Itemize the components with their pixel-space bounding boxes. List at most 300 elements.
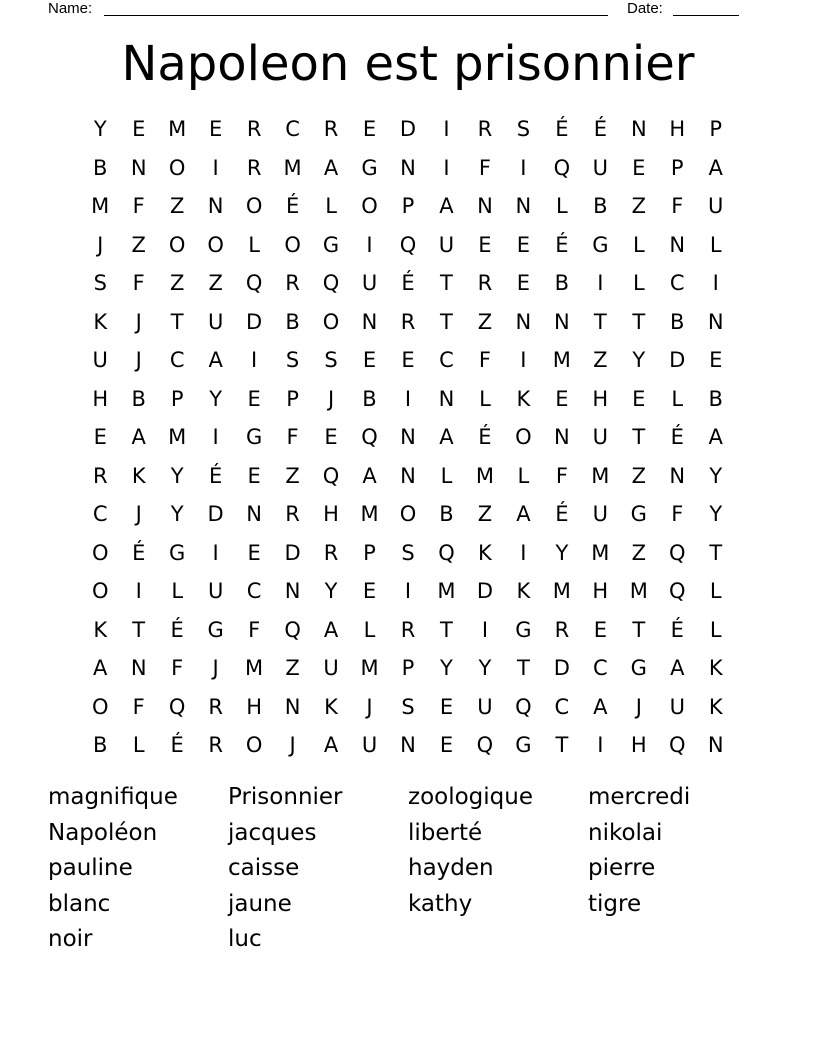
grid-cell: É — [170, 617, 184, 642]
grid-cell: R — [285, 271, 300, 295]
grid-cell: R — [208, 694, 223, 719]
grid-cell: O — [399, 502, 417, 526]
grid-cell: G — [322, 232, 340, 257]
grid-cell: M — [283, 155, 302, 180]
grid-cell: E — [516, 232, 531, 257]
grid-cell: T — [593, 309, 607, 334]
grid-cell: A — [323, 733, 339, 757]
grid-cell: E — [247, 540, 261, 565]
grid-cell: U — [708, 194, 724, 218]
grid-cell: S — [401, 694, 415, 719]
grid-cell: Y — [709, 502, 723, 526]
grid-cell: D — [553, 656, 570, 680]
grid-cell: G — [207, 617, 224, 642]
grid-cell: É — [670, 617, 684, 642]
grid-cell: M — [591, 540, 610, 565]
grid-cell: K — [131, 463, 146, 488]
grid-cell: I — [212, 540, 219, 565]
grid-cell: C — [554, 694, 570, 719]
grid-cell: M — [629, 579, 648, 603]
grid-cell: Q — [284, 617, 301, 642]
grid-cell: N — [554, 425, 570, 449]
grid-cell: G — [592, 232, 609, 257]
grid-cell: Y — [324, 579, 338, 603]
grid-cell: K — [478, 540, 492, 565]
grid-cell: I — [366, 232, 373, 257]
grid-cell: A — [670, 656, 685, 680]
grid-cell: F — [171, 656, 184, 680]
grid-cell: E — [132, 117, 146, 141]
grid-cell: J — [135, 309, 142, 334]
word-bank-item: jacques — [228, 819, 317, 846]
grid-cell: Z — [631, 540, 646, 565]
grid-cell: A — [439, 194, 454, 218]
grid-cell: S — [516, 117, 531, 141]
grid-cell: D — [246, 309, 263, 334]
grid-cell: Q — [322, 271, 340, 295]
grid-cell: Z — [477, 502, 493, 526]
grid-row — [81, 495, 735, 534]
grid-cell: C — [439, 348, 454, 372]
grid-cell: D — [207, 502, 224, 526]
grid-cell: E — [555, 386, 569, 411]
grid-cell: Q — [553, 155, 571, 180]
grid-cell: Q — [669, 540, 686, 565]
grid-cell: N — [669, 463, 686, 488]
grid-cell: U — [592, 502, 609, 526]
word-bank-item: pierre — [588, 855, 656, 881]
grid-cell: É — [593, 117, 607, 141]
grid-cell: U — [592, 155, 609, 180]
grid-row — [81, 264, 735, 303]
grid-cell: A — [708, 425, 723, 449]
grid-cell: E — [247, 463, 261, 488]
grid-cell: R — [246, 155, 262, 180]
grid-cell: B — [439, 502, 454, 526]
grid-cell: C — [246, 579, 262, 603]
grid-cell: A — [516, 502, 531, 526]
grid-row — [81, 649, 735, 688]
word-bank-item: luc — [228, 926, 262, 952]
word-bank-item: kathy — [408, 890, 473, 917]
grid-cell: K — [324, 694, 338, 719]
grid-cell: N — [707, 309, 724, 334]
grid-cell: B — [593, 194, 608, 218]
grid-cell: I — [443, 117, 450, 141]
grid-cell: Q — [476, 733, 494, 757]
grid-cell: U — [92, 348, 108, 372]
grid-row — [81, 380, 735, 419]
grid-cell: Z — [593, 348, 608, 372]
grid-cell: K — [708, 656, 723, 680]
grid-cell: É — [670, 425, 684, 449]
grid-cell: Q — [361, 425, 378, 449]
grid-cell: G — [630, 502, 647, 526]
grid-cell: L — [171, 579, 184, 603]
grid-cell: I — [481, 617, 489, 642]
grid-cell: G — [515, 733, 532, 757]
grid-cell: O — [322, 309, 340, 334]
word-bank-item: jaune — [228, 890, 292, 917]
grid-cell: S — [93, 271, 107, 295]
grid-cell: E — [209, 117, 223, 141]
word-bank-item: pauline — [48, 855, 133, 881]
name-line[interactable] — [104, 15, 608, 16]
grid-cell: B — [554, 271, 570, 295]
grid-cell: T — [632, 309, 646, 334]
grid-cell: F — [555, 463, 568, 488]
grid-cell: J — [97, 232, 104, 257]
grid-cell: I — [212, 155, 219, 180]
grid-cell: Y — [555, 540, 569, 565]
grid-cell: M — [168, 425, 187, 449]
grid-cell: R — [323, 117, 339, 141]
grid-cell: É — [285, 194, 300, 218]
grid-cell: U — [207, 579, 224, 603]
grid-cell: O — [361, 194, 378, 218]
grid-cell: M — [168, 117, 187, 141]
date-line[interactable] — [673, 15, 739, 16]
grid-cell: M — [552, 579, 571, 603]
grid-cell: E — [632, 386, 646, 411]
grid-cell: P — [401, 656, 415, 680]
grid-cell: D — [399, 117, 417, 141]
grid-cell: N — [130, 656, 147, 680]
grid-cell: Z — [208, 271, 223, 295]
grid-cell: N — [246, 502, 262, 526]
grid-cell: O — [168, 232, 186, 257]
grid-cell: Y — [440, 656, 453, 680]
grid-cell: N — [707, 733, 724, 757]
word-bank-item: magnifique — [48, 784, 178, 810]
grid-cell: J — [366, 694, 373, 719]
word-bank-item: Napoléon — [48, 819, 158, 846]
word-bank-item: zoologique — [408, 784, 533, 810]
word-bank-item: Prisonnier — [228, 784, 343, 810]
grid-cell: N — [130, 155, 147, 180]
word-bank-item: blanc — [48, 890, 111, 917]
grid-cell: T — [516, 656, 530, 680]
grid-cell: L — [363, 617, 376, 642]
grid-cell: L — [556, 194, 568, 218]
grid-cell: L — [248, 232, 260, 257]
grid-cell: Q — [438, 540, 455, 565]
grid-cell: É — [555, 117, 569, 141]
grid-cell: U — [477, 694, 493, 719]
grid-cell: Q — [322, 463, 340, 488]
grid-cell: N — [515, 194, 532, 218]
grid-cell: T — [132, 617, 146, 642]
grid-cell: T — [555, 733, 569, 757]
grid-cell: N — [438, 386, 455, 411]
grid-cell: N — [477, 194, 493, 218]
grid-cell: Y — [170, 502, 184, 526]
grid-cell: B — [131, 386, 146, 411]
grid-cell: S — [324, 348, 338, 372]
grid-cell: C — [285, 117, 300, 141]
grid-cell: T — [632, 617, 646, 642]
grid-cell: O — [284, 232, 301, 257]
grid-row — [81, 187, 735, 226]
grid-cell: U — [323, 656, 339, 680]
grid-cell: Y — [93, 117, 107, 141]
grid-cell: Q — [245, 271, 263, 295]
grid-row — [81, 418, 735, 457]
grid-row — [81, 726, 735, 765]
grid-cell: M — [591, 463, 610, 488]
grid-cell: R — [400, 617, 416, 642]
grid-cell: K — [93, 309, 108, 334]
grid-cell: É — [478, 425, 492, 449]
grid-cell: F — [286, 425, 299, 449]
grid-cell: L — [632, 232, 645, 257]
grid-cell: D — [476, 579, 493, 603]
word-bank-item: liberté — [408, 819, 483, 846]
grid-cell: B — [708, 386, 723, 411]
grid-cell: É — [170, 733, 184, 757]
grid-cell: Q — [515, 694, 532, 719]
grid-cell: L — [479, 386, 491, 411]
grid-cell: H — [323, 502, 339, 526]
grid-cell: U — [592, 425, 609, 449]
grid-cell: N — [400, 155, 416, 180]
grid-cell: B — [93, 733, 108, 757]
grid-cell: P — [286, 386, 299, 411]
grid-cell: E — [516, 271, 531, 295]
grid-cell: A — [131, 425, 146, 449]
grid-cell: L — [517, 463, 530, 488]
grid-cell: M — [360, 502, 379, 526]
grid-cell: Z — [169, 194, 185, 218]
grid-cell: I — [520, 155, 527, 180]
grid-cell: E — [362, 348, 377, 372]
grid-cell: O — [91, 579, 109, 603]
grid-cell: M — [475, 463, 494, 488]
grid-cell: C — [669, 271, 685, 295]
grid-cell: I — [597, 733, 604, 757]
grid-cell: Q — [168, 694, 186, 719]
grid-cell: É — [555, 502, 569, 526]
grid-cell: P — [670, 155, 684, 180]
grid-cell: J — [135, 502, 142, 526]
grid-cell: R — [477, 271, 493, 295]
grid-cell: I — [251, 348, 258, 372]
grid-cell: F — [132, 271, 145, 295]
grid-cell: R — [400, 309, 416, 334]
grid-cell: U — [361, 733, 378, 757]
grid-cell: A — [362, 463, 377, 488]
grid-cell: J — [212, 656, 219, 680]
grid-cell: S — [285, 348, 300, 372]
grid-cell: N — [400, 733, 416, 757]
grid-cell: A — [593, 694, 608, 719]
grid-cell: K — [93, 617, 108, 642]
grid-row — [81, 303, 735, 342]
grid-cell: T — [632, 425, 646, 449]
grid-cell: E — [478, 232, 492, 257]
grid-cell: N — [284, 579, 301, 603]
grid-cell: Z — [631, 194, 646, 218]
grid-cell: Q — [669, 579, 686, 603]
grid-cell: N — [207, 194, 224, 218]
grid-cell: L — [440, 463, 453, 488]
word-bank-item: nikolai — [588, 819, 663, 846]
grid-cell: K — [516, 579, 531, 603]
grid-cell: A — [93, 656, 108, 680]
grid-cell: J — [635, 694, 642, 719]
grid-cell: I — [404, 386, 412, 411]
grid-cell: L — [132, 733, 145, 757]
grid-cell: G — [169, 540, 186, 565]
grid-cell: O — [91, 694, 109, 719]
word-bank-item: caisse — [228, 855, 300, 881]
grid-cell: Z — [285, 463, 300, 488]
grid-cell: É — [209, 463, 223, 488]
grid-cell: N — [630, 117, 647, 141]
grid-cell: A — [208, 348, 223, 372]
grid-cell: R — [285, 502, 300, 526]
grid-cell: Z — [131, 232, 146, 257]
grid-cell: Y — [709, 463, 723, 488]
grid-cell: M — [552, 348, 571, 372]
grid-cell: U — [669, 694, 685, 719]
grid-cell: M — [360, 656, 379, 680]
word-bank-item: noir — [48, 926, 93, 952]
grid-cell: R — [554, 617, 570, 642]
grid-cell: P — [170, 386, 184, 411]
grid-cell: K — [708, 694, 723, 719]
grid-cell: Y — [209, 386, 223, 411]
grid-cell: F — [478, 155, 491, 180]
word-bank-item: tigre — [588, 890, 642, 917]
grid-cell: A — [439, 425, 454, 449]
grid-cell: B — [670, 309, 685, 334]
grid-cell: L — [709, 579, 722, 603]
grid-cell: N — [400, 463, 416, 488]
letter-grid — [81, 110, 735, 765]
grid-cell: P — [363, 540, 376, 565]
grid-row — [81, 572, 735, 611]
grid-cell: R — [477, 117, 493, 141]
word-bank — [48, 780, 768, 958]
grid-cell: N — [669, 232, 686, 257]
grid-cell: C — [92, 502, 108, 526]
word-bank-item: hayden — [408, 855, 494, 881]
grid-row — [81, 688, 735, 727]
grid-cell: Y — [170, 463, 184, 488]
grid-cell: E — [247, 386, 261, 411]
grid-cell: Q — [399, 232, 417, 257]
grid-cell: G — [245, 425, 263, 449]
grid-cell: A — [708, 155, 723, 180]
grid-cell: Z — [169, 271, 185, 295]
grid-cell: F — [671, 502, 684, 526]
grid-cell: Q — [669, 733, 686, 757]
grid-cell: H — [669, 117, 686, 141]
grid-cell: Z — [285, 656, 300, 680]
grid-cell: É — [555, 232, 569, 257]
grid-cell: C — [592, 656, 608, 680]
grid-cell: Z — [477, 309, 493, 334]
grid-cell: M — [245, 656, 264, 680]
grid-cell: R — [208, 733, 223, 757]
grid-cell: O — [207, 232, 224, 257]
grid-cell: B — [285, 309, 300, 334]
grid-cell: R — [92, 463, 108, 488]
grid-cell: R — [246, 117, 262, 141]
grid-cell: I — [520, 540, 527, 565]
grid-cell: L — [709, 232, 722, 257]
grid-cell: É — [132, 540, 146, 565]
word-bank-item: mercredi — [588, 784, 691, 810]
grid-cell: A — [323, 617, 339, 642]
header — [0, 0, 816, 20]
grid-cell: Y — [478, 656, 492, 680]
grid-row — [81, 110, 735, 149]
grid-cell: I — [443, 155, 450, 180]
grid-cell: Y — [632, 348, 646, 372]
grid-cell: E — [632, 155, 646, 180]
grid-cell: L — [709, 617, 722, 642]
grid-cell: K — [516, 386, 531, 411]
grid-cell: E — [93, 425, 107, 449]
grid-cell: U — [438, 232, 455, 257]
grid-cell: Z — [631, 463, 646, 488]
grid-cell: T — [440, 309, 453, 334]
grid-cell: L — [632, 271, 645, 295]
page-title: Napoleon est prisonnier — [121, 36, 695, 92]
grid-cell: F — [248, 617, 261, 642]
grid-cell: I — [212, 425, 219, 449]
grid-cell: H — [592, 579, 609, 603]
grid-cell: O — [168, 155, 186, 180]
name-label: Name: — [48, 0, 93, 17]
grid-cell: J — [289, 733, 296, 757]
grid-cell: E — [439, 733, 454, 757]
grid-cell: E — [362, 579, 377, 603]
grid-cell: T — [709, 540, 723, 565]
grid-cell: F — [132, 694, 145, 719]
grid-cell: F — [671, 194, 684, 218]
grid-cell: O — [91, 540, 109, 565]
grid-cell: N — [361, 309, 378, 334]
grid-row — [81, 534, 735, 573]
grid-cell: N — [284, 694, 301, 719]
grid-cell: J — [135, 348, 142, 372]
grid-cell: M — [437, 579, 456, 603]
grid-cell: T — [440, 617, 453, 642]
grid-cell: D — [669, 348, 686, 372]
grid-cell: J — [327, 386, 335, 411]
grid-row — [81, 457, 735, 496]
grid-cell: O — [245, 194, 263, 218]
grid-cell: H — [630, 733, 647, 757]
grid-cell: I — [404, 579, 412, 603]
grid-cell: G — [361, 155, 378, 180]
grid-cell: M — [91, 194, 110, 218]
grid-cell: T — [170, 309, 184, 334]
grid-cell: N — [554, 309, 570, 334]
grid-cell: O — [515, 425, 532, 449]
grid-row — [81, 226, 735, 265]
grid-cell: A — [323, 155, 339, 180]
grid-cell: I — [712, 271, 719, 295]
grid-cell: E — [439, 694, 454, 719]
grid-cell: O — [245, 733, 263, 757]
grid-cell: I — [597, 271, 604, 295]
grid-cell: E — [401, 348, 415, 372]
grid-cell: F — [132, 194, 145, 218]
